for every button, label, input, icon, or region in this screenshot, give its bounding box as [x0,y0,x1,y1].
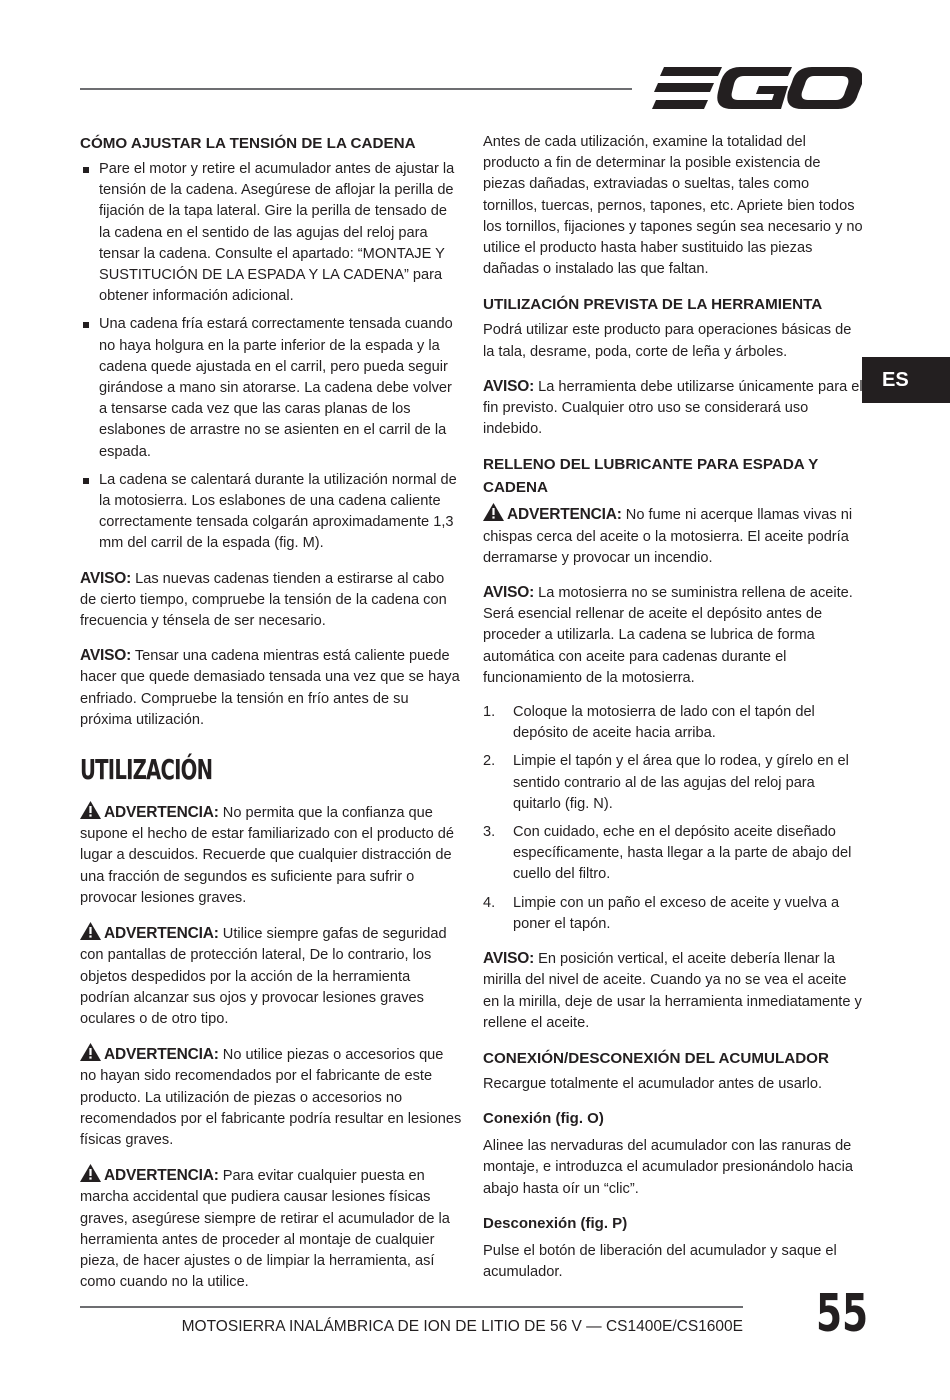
warning-text: No fume ni acerque llamas vivas ni chispas cerca del aceite o la motosierra. El aceite podría derramarse y provocar un incendio. [483,507,853,566]
oil-steps-list [483,702,865,935]
list-item: Pare el motor y retire el acumulador antes de ajustar la tensión de la cadena. Asegúrese de aflojar la perilla de fijación de la tapa lateral. Gire la perilla de tensado de la cadena en el sentido de las agujas del reloj para tensar la cadena. Consulte el apartado: “MONTAJE Y SUSTITUCIÓN DE LA ESPADA Y LA CADENA” para obtener información adicional. [80,159,462,307]
warning-text: No permita que la confianza que supone el hecho de estar familiarizado con el producto dé lugar a descuidos. Recuerde que cualquier distracción de una fracción de segundos es suficiente para sufrir o provocar lesiones graves. [80,805,455,906]
warning-triangle-icon [483,503,504,521]
aviso-note [80,568,462,633]
warning-label: ADVERTENCIA: [104,1167,219,1185]
warning-triangle-icon [80,922,101,940]
right-column [483,132,865,1296]
list-item [483,893,865,935]
ego-logo [652,64,862,112]
aviso-label: AVISO: [80,647,132,665]
tension-heading: CÓMO AJUSTAR LA TENSIÓN DE LA CADENA [80,135,416,152]
aviso-label: AVISO: [483,584,535,602]
language-tab: ES [862,357,950,403]
step-text: Con cuidado, eche en el depósito aceite diseñado específicamente, hasta llegar a la parte de abajo del cuello del filtro. [513,824,852,883]
conexion-subheading: Conexión (fig. O) [483,1110,604,1128]
conexion-paragraph: Recargue totalmente el acumulador antes de usarlo. [483,1075,823,1092]
aviso-text: Las nuevas cadenas tienden a estirarse al cabo de cierto tiempo, compruebe la tensión de la cadena con frecuencia y ténsela de ser necesario. [80,570,447,630]
aviso-label: AVISO: [483,950,535,968]
list-item: La cadena se calentará durante la utilización normal de la motosierra. Los eslabones de una cadena caliente correctamente tensada colgarán aproximadamente 1,3 mm del carril de la espada (fig. M). [80,470,462,555]
left-column [80,132,462,1306]
step-text: Limpie el tapón y el área que lo rodea, y gírelo en el sentido contrario al de las agujas del reloj para quitarlo (fig. N). [513,753,849,812]
step-text: Coloque la motosierra de lado con el tapón del depósito de aceite hacia arriba. [513,704,815,742]
aviso-text: En posición vertical, el aceite debería llenar la mirilla del nivel de aceite. Cuando ya no se vea el aceite en la mirilla, deje de usar la herramienta inmediatamente y rellene el aceite. [483,951,862,1031]
section-title: UTILIZACIÓN [80,753,213,787]
warning-triangle-icon [80,801,101,819]
step-number: 1. [483,704,496,721]
warning-note [483,503,865,569]
warning-text: Utilice siempre gafas de seguridad con pantallas de protección lateral, De lo contrario, los objetos despedidos por la acción de la herramienta podrían alcanzar sus ojos y provocar lesiones graves oculares o de otro tipo. [80,926,447,1027]
list-item: Una cadena fría estará correctamente tensada cuando no haya holgura en la parte inferior de la espada y la cadena quede ajustada en el carril, pero pueda seguir girándose a mano sin atorarse. La cadena debe volver a tensarse cada vez que las caras planas de los eslabones de arrastre no se asienten en el carril de la espada. [80,314,462,462]
warning-text: No utilice piezas o accesorios que no hayan sido recomendados por el fabricante de este producto. La utilización de piezas o accesorios no recomendados por el fabricante podría resultar en lesiones físicas graves. [80,1047,462,1148]
footer-rule [80,1306,743,1308]
aviso-text: La motosierra no se suministra rellena de aceite. Será esencial rellenar de aceite el depósito antes de proceder a utilizarla. La cadena se lubrica de forma automática con aceite para cadenas durante el funcionamiento de la motosierra. [483,585,853,686]
warning-note [80,801,462,909]
warning-triangle-icon [80,1043,101,1061]
aviso-note [80,645,462,731]
step-number: 2. [483,753,496,770]
list-item [483,702,865,744]
warning-label: ADVERTENCIA: [104,804,219,822]
aviso-label: AVISO: [483,377,535,395]
step-number: 4. [483,894,496,911]
desconexion-subheading: Desconexión (fig. P) [483,1214,628,1232]
header-rule [80,88,632,90]
aviso-note [483,582,865,689]
warning-triangle-icon [80,1164,101,1182]
warning-note [80,922,462,1030]
warning-text: Para evitar cualquier puesta en marcha accidental que pudiera causar lesiones físicas graves, asegúrese siempre de retirar el acumulador de la herramienta antes de proceder al montaje de cualquier pieza, de hacer ajustes o de limpiar la herramienta, así como cuando no la utilice. [80,1168,450,1291]
warning-note [80,1164,462,1293]
aviso-text: La herramienta debe utilizarse únicamente para el fin previsto. Cualquier otro uso se considerará uso indebido. [483,378,863,438]
footer-title: MOTOSIERRA INALÁMBRICA DE ION DE LITIO DE 56 V — CS1400E/CS1600E [181,1318,743,1335]
aviso-label: AVISO: [80,569,132,587]
warning-label: ADVERTENCIA: [104,1046,219,1064]
list-item [483,822,865,886]
aviso-note [483,948,865,1034]
page-number: 55 [816,1284,869,1344]
conexion-sub-paragraph: Alinee las nervaduras del acumulador con las ranuras de montaje, e introduzca el acumulador presionándolo hacia abajo hasta oír un “clic”. [483,1138,853,1197]
intro-paragraph: Antes de cada utilización, examine la totalidad del producto a fin de determinar la posible existencia de piezas dañadas, extraviadas o sueltas, tales como tornillos, tuercas, pernos, tapones, etc. Apriete bien todos los tornillos, fijaciones y tapones según sea necesario y no utilice el producto hasta haber sustituido las piezas dañadas o instalado las que faltan. [483,134,863,278]
lubricante-heading: RELLENO DEL LUBRICANTE PARA ESPADA Y CADENA [483,456,818,497]
tension-bullet-list [80,159,462,555]
uso-paragraph: Podrá utilizar este producto para operaciones básicas de la tala, desrame, poda, corte de leña y árboles. [483,322,852,360]
desconexion-paragraph: Pulse el botón de liberación del acumulador y saque el acumulador. [483,1242,837,1280]
warning-note [80,1043,462,1151]
step-text: Limpie con un paño el exceso de aceite y vuelva a poner el tapón. [513,894,840,932]
conexion-heading: CONEXIÓN/DESCONEXIÓN DEL ACUMULADOR [483,1049,829,1067]
aviso-note [483,376,865,441]
list-item [483,751,865,815]
warning-label: ADVERTENCIA: [104,925,219,943]
aviso-text: Tensar una cadena mientras está caliente puede hacer que quede demasiado tensada una vez que se haya enfriado. Compruebe la tensión en frío antes de su próxima utilización. [80,648,460,728]
warning-label: ADVERTENCIA: [507,506,622,524]
uso-heading: UTILIZACIÓN PREVISTA DE LA HERRAMIENTA [483,296,823,314]
step-number: 3. [483,824,496,841]
